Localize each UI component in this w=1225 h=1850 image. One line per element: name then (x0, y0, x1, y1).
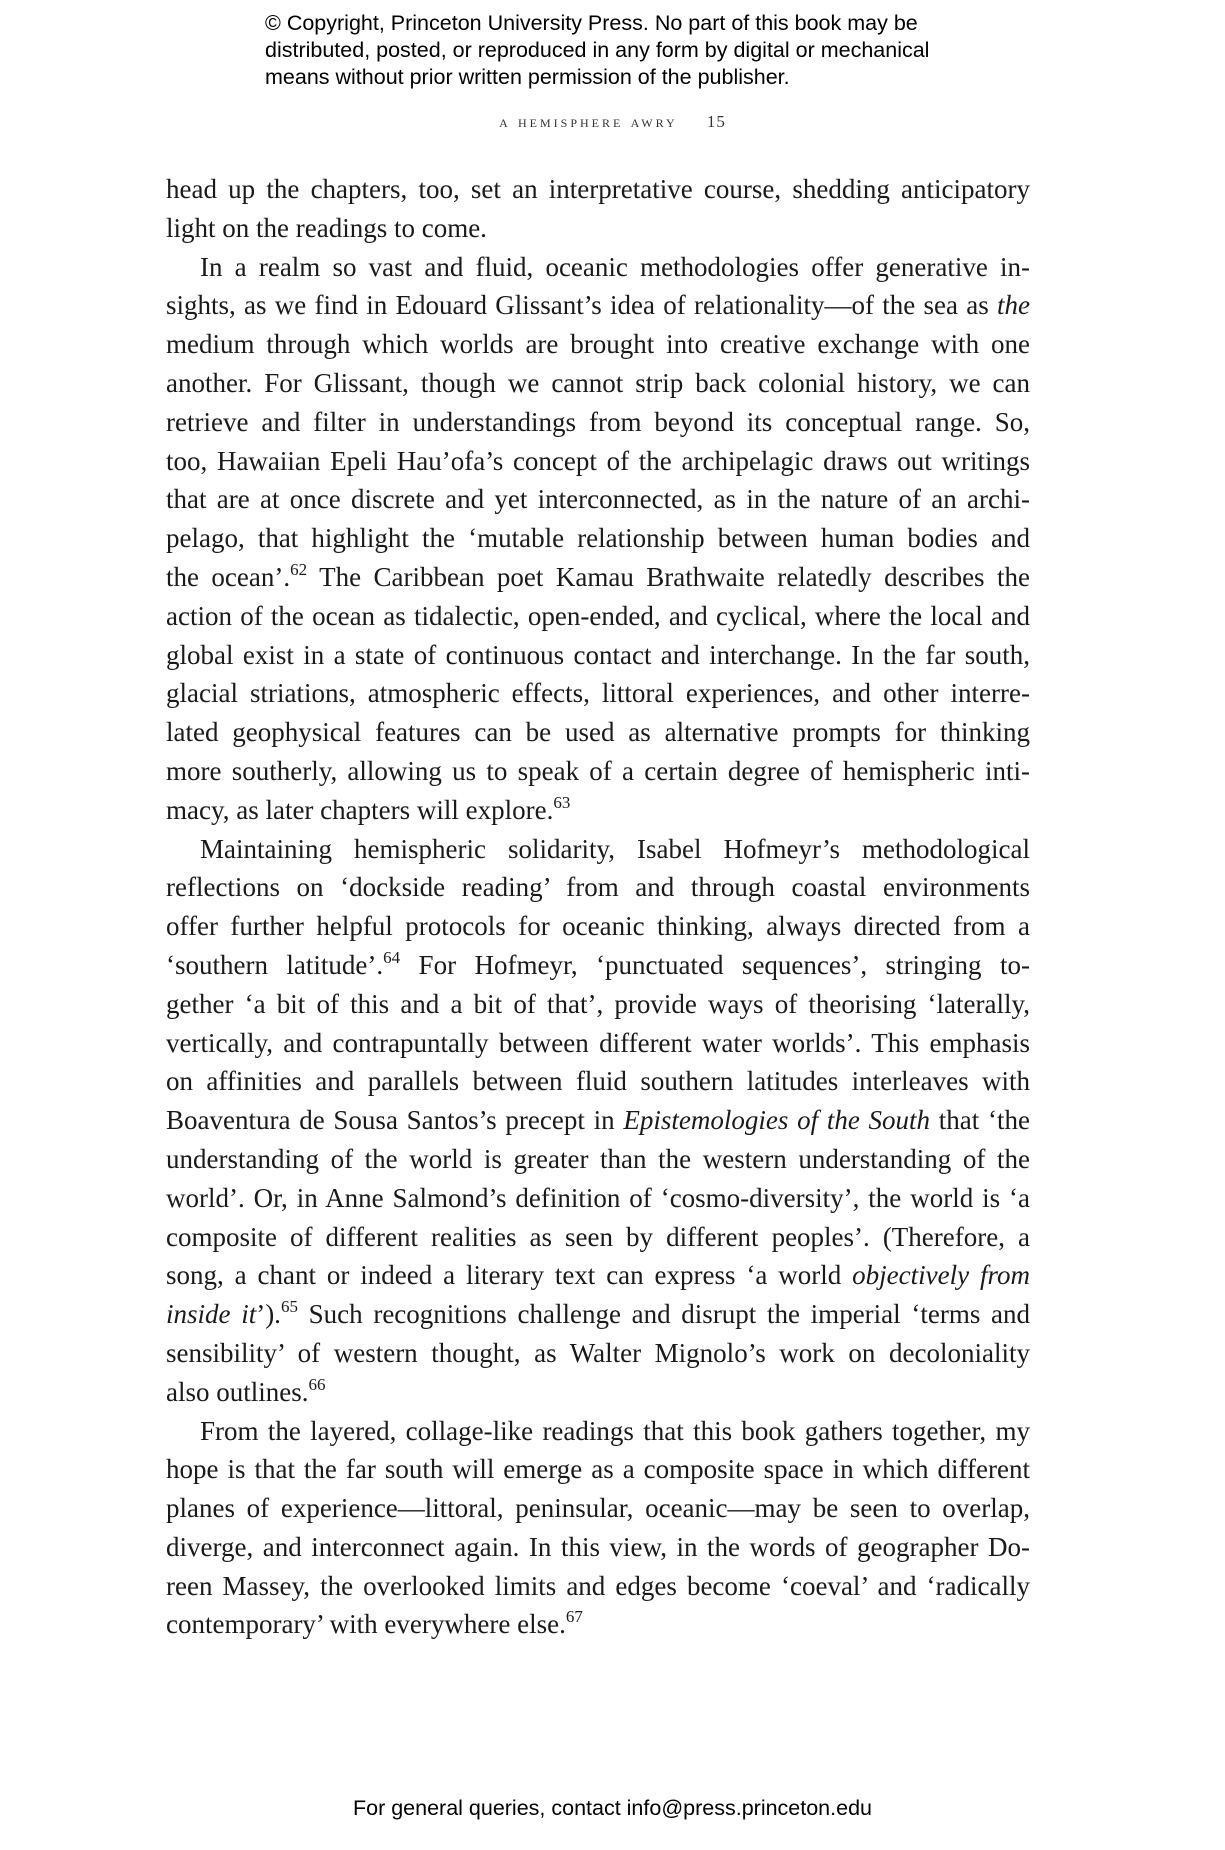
italic-text: the (997, 290, 1030, 321)
text-segment: action of the ocean as tidalectic, open-ended, and cyclical, where the local and (166, 600, 1030, 631)
text-line (166, 248, 1030, 287)
text-segment: For Hofmeyr, ‘punctuated sequences’, stringing to- (400, 949, 1030, 980)
text-line (166, 1295, 1030, 1334)
text-line (166, 1489, 1030, 1528)
footnote-ref: 67 (565, 1607, 583, 1627)
text-line (166, 1101, 1030, 1140)
text-segment: macy, as later chapters will explore. (166, 794, 554, 825)
text-segment: reflections on ‘dockside reading’ from and through coastal environments (166, 872, 1030, 903)
footnote-ref: 63 (553, 792, 571, 812)
text-line (166, 170, 1030, 209)
text-segment: diverge, and interconnect again. In this view, in the words of geographer Do- (166, 1531, 1030, 1562)
italic-text: Epistemologies of the South (623, 1105, 931, 1136)
text-line (166, 209, 1030, 248)
text-segment: glacial striations, atmospheric effects, littoral experiences, and other interre- (166, 678, 1030, 709)
text-segment: retrieve and filter in understandings from beyond its conceptual range. So, (166, 406, 1030, 437)
text-segment: gether ‘a bit of this and a bit of that’, provide ways of theorising ‘laterally, (166, 988, 1030, 1019)
text-segment: pelago, that highlight the ‘mutable relationship between human bodies and (166, 523, 1030, 554)
footnote-ref: 65 (280, 1297, 298, 1317)
text-segment: The Caribbean poet Kamau Brathwaite relatedly describes the (307, 561, 1030, 592)
text-line (166, 636, 1030, 675)
text-line (166, 907, 1030, 946)
text-segment: In a realm so vast and fluid, oceanic methodologies offer generative in- (200, 251, 1030, 282)
text-line (166, 480, 1030, 519)
text-segment: Such recognitions challenge and disrupt the imperial ‘terms and (297, 1299, 1031, 1330)
text-line (166, 1528, 1030, 1567)
text-segment: vertically, and contrapuntally between different water worlds’. This emphasis (166, 1027, 1030, 1058)
text-segment: song, a chant or indeed a literary text can express ‘a world (166, 1260, 853, 1291)
text-line (166, 364, 1030, 403)
text-segment: that are at once discrete and yet interconnected, as in the nature of an archi- (166, 484, 1030, 515)
text-line (166, 713, 1030, 752)
text-line (166, 558, 1030, 597)
text-line (166, 1179, 1030, 1218)
copyright-line: means without prior written permission of the publisher. (265, 65, 790, 89)
running-head-title: a hemisphere awry (499, 112, 678, 131)
text-line (166, 519, 1030, 558)
footnote-ref: 62 (290, 559, 308, 579)
text-line (166, 1334, 1030, 1373)
text-line (166, 674, 1030, 713)
text-segment: also outlines. (166, 1376, 309, 1407)
text-segment: ’). (256, 1299, 281, 1330)
text-segment: world’. Or, in Anne Salmond’s definition of ‘cosmo-diversity’, the world is ‘a (166, 1182, 1030, 1213)
copyright-line: © Copyright, Princeton University Press. No part of this book may be (265, 11, 918, 35)
text-segment: lated geophysical features can be used as alternative prompts for thinking (166, 717, 1030, 748)
text-line (166, 946, 1030, 985)
text-segment: ‘southern latitude’. (166, 949, 384, 980)
text-segment: global exist in a state of continuous contact and interchange. In the far south, (166, 639, 1030, 670)
text-line (166, 868, 1030, 907)
text-segment: Maintaining hemispheric solidarity, Isabel Hofmeyr’s methodological (200, 833, 1030, 864)
text-line (166, 1373, 1030, 1412)
italic-text: inside it (166, 1299, 257, 1330)
text-line (166, 1140, 1030, 1179)
text-line (166, 442, 1030, 481)
text-line (166, 752, 1030, 791)
text-segment: head up the chapters, too, set an interpretative course, shedding anticipatory (166, 174, 1030, 204)
text-line (166, 325, 1030, 364)
running-head (0, 112, 1225, 132)
text-line (166, 1605, 1030, 1644)
copyright-notice (265, 10, 1025, 91)
text-line (166, 1567, 1030, 1606)
text-segment: reen Massey, the overlooked limits and edges become ‘coeval’ and ‘radically (166, 1570, 1030, 1601)
text-line (166, 985, 1030, 1024)
text-segment: hope is that the far south will emerge as a composite space in which different (166, 1454, 1030, 1485)
text-segment: on affinities and parallels between fluid southern latitudes interleaves with (166, 1066, 1030, 1097)
text-line (166, 597, 1030, 636)
text-line (166, 1024, 1030, 1063)
text-line (166, 286, 1030, 325)
footer-contact: For general queries, contact info@press.princeton.edu (352, 1796, 872, 1820)
text-line (166, 403, 1030, 442)
body-text (166, 170, 1030, 1644)
text-line (166, 1450, 1030, 1489)
text-segment: the ocean’. (166, 561, 291, 592)
text-segment: sensibility’ of western thought, as Walter Mignolo’s work on decoloniality (166, 1337, 1030, 1368)
text-segment: understanding of the world is greater than the western understanding of the (166, 1143, 1030, 1174)
text-segment: too, Hawaiian Epeli Hau’ofa’s concept of the archipelagic draws out writings (166, 445, 1030, 476)
text-segment: that ‘the (930, 1105, 1031, 1136)
copyright-line: distributed, posted, or reproduced in any form by digital or mechanical (265, 38, 930, 62)
text-segment: medium through which worlds are brought into creative exchange with one (166, 329, 1030, 360)
text-line (166, 1218, 1030, 1257)
italic-text: objectively from (852, 1260, 1030, 1291)
text-segment: light on the readings to come. (166, 212, 487, 243)
text-segment: another. For Glissant, though we cannot strip back colonial history, we can (166, 367, 1030, 398)
footnote-ref: 66 (308, 1374, 326, 1394)
text-line (166, 791, 1030, 830)
text-segment: contemporary’ with everywhere else. (166, 1609, 566, 1640)
footnote-ref: 64 (383, 947, 401, 967)
text-segment: Boaventura de Sousa Santos’s precept in (166, 1105, 624, 1136)
text-segment: more southerly, allowing us to speak of a certain degree of hemispheric inti- (166, 755, 1030, 786)
text-segment: sights, as we find in Edouard Glissant’s idea of relationality—of the sea as (166, 290, 997, 321)
text-line (166, 830, 1030, 869)
page-number: 15 (706, 112, 726, 131)
text-line (166, 1062, 1030, 1101)
text-segment: From the layered, collage-like readings that this book gathers together, my (200, 1415, 1030, 1446)
text-line (166, 1412, 1030, 1451)
text-segment: composite of different realities as seen by different peoples’. (Therefore, a (166, 1221, 1030, 1252)
text-line (166, 1256, 1030, 1295)
text-segment: planes of experience—littoral, peninsular, oceanic—may be seen to overlap, (166, 1493, 1030, 1524)
text-segment: offer further helpful protocols for oceanic thinking, always directed from a (166, 911, 1030, 942)
